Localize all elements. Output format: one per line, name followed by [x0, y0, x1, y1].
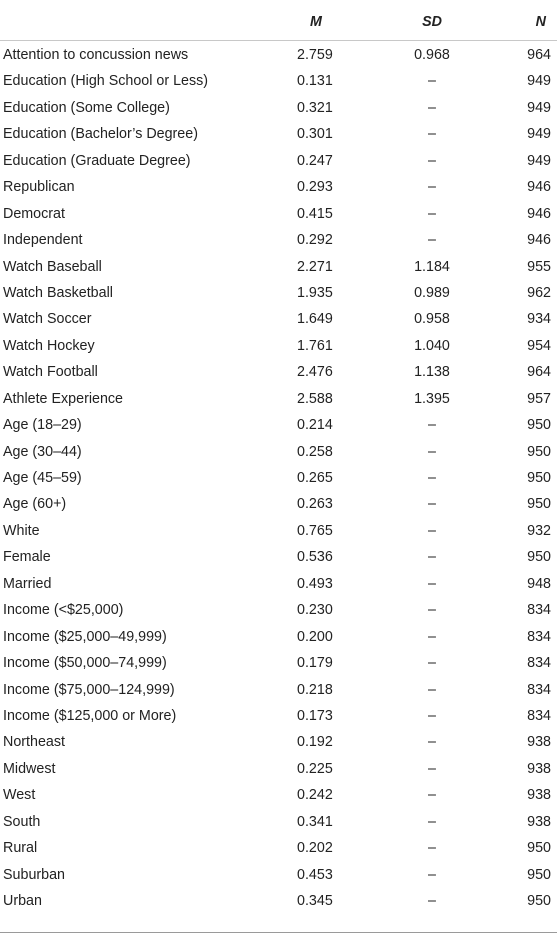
row-mean: 0.292 [297, 232, 333, 249]
row-label: South [3, 813, 41, 830]
row-label: Suburban [3, 866, 66, 883]
row-n: 950 [527, 496, 551, 513]
row-n: 950 [527, 470, 551, 486]
table-row [0, 624, 557, 650]
row-sd: 1.395 [414, 390, 450, 407]
row-sd: – [428, 470, 436, 486]
row-label: Education (Some College) [3, 99, 170, 116]
row-n: 946 [527, 232, 551, 249]
row-label: Age (60+) [3, 496, 67, 513]
row-label: Watch Baseball [3, 258, 102, 275]
row-sd: 0.968 [414, 47, 450, 63]
row-mean: 0.493 [297, 575, 333, 592]
row-mean: 2.588 [297, 390, 333, 407]
row-n: 950 [527, 443, 551, 460]
row-label: Midwest [3, 760, 56, 777]
row-sd: – [428, 707, 436, 724]
row-sd: – [428, 628, 436, 645]
row-n: 964 [527, 364, 551, 381]
row-n: 950 [527, 866, 551, 883]
row-n: 834 [527, 655, 551, 672]
row-label: Education (High School or Less) [3, 73, 209, 90]
row-label: Income ($25,000–49,999) [3, 628, 167, 645]
row-n: 949 [527, 152, 551, 169]
row-label: Independent [3, 232, 83, 249]
row-n: 834 [527, 628, 551, 645]
table-row [0, 306, 557, 332]
row-mean: 1.935 [297, 284, 333, 301]
table-row [0, 386, 557, 412]
row-sd: 0.958 [414, 311, 450, 328]
table-row [0, 95, 557, 121]
table-row [0, 809, 557, 835]
row-label: Age (18–29) [3, 417, 82, 434]
table-row [0, 439, 557, 465]
table-body [0, 42, 557, 914]
row-sd: – [428, 681, 436, 698]
row-mean: 0.301 [297, 126, 333, 143]
row-label: Age (45–59) [3, 470, 82, 486]
row-mean: 1.649 [297, 311, 333, 328]
row-mean: 0.536 [297, 549, 333, 566]
row-sd: – [428, 549, 436, 566]
row-sd: – [428, 602, 436, 619]
row-mean: 0.242 [297, 787, 333, 804]
row-mean: 0.179 [297, 655, 333, 672]
row-n: 962 [527, 284, 551, 301]
row-sd: – [428, 232, 436, 249]
row-mean: 0.225 [297, 760, 333, 777]
row-mean: 0.415 [297, 205, 333, 222]
row-mean: 0.214 [297, 417, 333, 434]
row-mean: 0.293 [297, 179, 333, 196]
row-n: 946 [527, 179, 551, 196]
table-row [0, 359, 557, 385]
row-label: Education (Graduate Degree) [3, 152, 191, 169]
table-row [0, 571, 557, 597]
row-n: 955 [527, 258, 551, 275]
row-mean: 0.202 [297, 840, 333, 857]
table-row [0, 703, 557, 729]
row-n: 950 [527, 549, 551, 566]
row-sd: – [428, 866, 436, 883]
table-row [0, 201, 557, 227]
row-n: 834 [527, 707, 551, 724]
row-label: White [3, 522, 40, 539]
row-sd: – [428, 655, 436, 672]
table-row [0, 333, 557, 359]
row-label: West [3, 787, 36, 804]
row-label: Married [3, 575, 52, 592]
row-sd: – [428, 840, 436, 857]
row-n: 957 [527, 390, 551, 407]
row-mean: 1.761 [297, 337, 333, 354]
row-sd: – [428, 734, 436, 751]
row-sd: 1.138 [414, 364, 450, 381]
row-label: Athlete Experience [3, 390, 124, 407]
row-label: Democrat [3, 205, 65, 222]
table-row [0, 42, 557, 68]
row-label: Age (30–44) [3, 443, 82, 460]
row-sd: – [428, 575, 436, 592]
table-row [0, 68, 557, 94]
table-row [0, 412, 557, 438]
row-sd: – [428, 417, 436, 434]
row-label: Watch Basketball [3, 284, 113, 301]
table-row [0, 544, 557, 570]
row-n: 932 [527, 522, 551, 539]
table-row [0, 491, 557, 517]
table-bottom-rule [0, 932, 557, 933]
row-label: Income ($75,000–124,999) [3, 681, 175, 698]
row-mean: 0.341 [297, 813, 333, 830]
row-label: Northeast [3, 734, 65, 751]
table-row [0, 862, 557, 888]
row-label: Watch Soccer [3, 311, 92, 328]
row-n: 938 [527, 734, 551, 751]
row-sd: – [428, 205, 436, 222]
row-mean: 0.192 [297, 734, 333, 751]
row-n: 938 [527, 813, 551, 830]
row-mean: 0.765 [297, 522, 333, 539]
row-label: Female [3, 549, 51, 566]
row-label: Watch Football [3, 364, 98, 381]
row-sd: – [428, 126, 436, 143]
row-n: 948 [527, 575, 551, 592]
row-n: 950 [527, 893, 551, 909]
row-n: 950 [527, 417, 551, 434]
row-sd: 0.989 [414, 284, 450, 301]
row-sd: – [428, 760, 436, 777]
row-n: 949 [527, 126, 551, 143]
row-label: Rural [3, 840, 38, 857]
row-n: 949 [527, 73, 551, 90]
row-mean: 0.247 [297, 152, 333, 169]
row-n: 834 [527, 602, 551, 619]
row-mean: 0.453 [297, 866, 333, 883]
table-row [0, 650, 557, 676]
row-mean: 2.476 [297, 364, 333, 381]
row-mean: 0.265 [297, 470, 333, 486]
table-row [0, 518, 557, 544]
row-label: Republican [3, 179, 75, 196]
table-row [0, 782, 557, 808]
row-mean: 0.258 [297, 443, 333, 460]
row-sd: – [428, 893, 436, 909]
row-mean: 0.263 [297, 496, 333, 513]
table-row [0, 121, 557, 147]
row-sd: – [428, 522, 436, 539]
table-row [0, 835, 557, 861]
header-sd: SD [422, 14, 442, 30]
row-label: Income ($50,000–74,999) [3, 655, 167, 672]
row-sd: 1.184 [414, 258, 450, 275]
table-row [0, 677, 557, 703]
table-row [0, 280, 557, 306]
row-mean: 0.131 [297, 73, 333, 90]
table-row [0, 597, 557, 623]
table-header-row [0, 4, 557, 41]
row-sd: – [428, 443, 436, 460]
header-mean: M [310, 14, 322, 30]
row-sd: – [428, 813, 436, 830]
header-n: N [535, 14, 546, 30]
table-row [0, 148, 557, 174]
row-label: Urban [3, 893, 42, 909]
row-sd: 1.040 [414, 337, 450, 354]
row-mean: 0.200 [297, 628, 333, 645]
row-n: 934 [527, 311, 551, 328]
row-sd: – [428, 496, 436, 513]
row-mean: 2.759 [297, 47, 333, 63]
row-sd: – [428, 179, 436, 196]
row-label: Education (Bachelor’s Degree) [3, 126, 198, 143]
row-mean: 0.218 [297, 681, 333, 698]
row-n: 946 [527, 205, 551, 222]
table-row [0, 756, 557, 782]
row-n: 964 [527, 47, 551, 63]
table-row [0, 888, 557, 914]
row-sd: – [428, 73, 436, 90]
row-n: 949 [527, 99, 551, 116]
descriptive-statistics-table [0, 4, 557, 914]
table-row [0, 465, 557, 491]
row-mean: 0.321 [297, 99, 333, 116]
row-mean: 0.173 [297, 707, 333, 724]
row-label: Attention to concussion news [3, 47, 189, 63]
row-label: Income ($125,000 or More) [3, 707, 177, 724]
table-row [0, 227, 557, 253]
table-row [0, 254, 557, 280]
row-n: 938 [527, 787, 551, 804]
row-label: Watch Hockey [3, 337, 95, 354]
table-row [0, 729, 557, 755]
table-row [0, 174, 557, 200]
row-sd: – [428, 99, 436, 116]
row-n: 938 [527, 760, 551, 777]
row-mean: 2.271 [297, 258, 333, 275]
row-label: Income (<$25,000) [3, 602, 124, 619]
row-n: 954 [527, 337, 551, 354]
row-n: 834 [527, 681, 551, 698]
row-mean: 0.345 [297, 893, 333, 909]
row-n: 950 [527, 840, 551, 857]
row-sd: – [428, 787, 436, 804]
row-sd: – [428, 152, 436, 169]
row-mean: 0.230 [297, 602, 333, 619]
